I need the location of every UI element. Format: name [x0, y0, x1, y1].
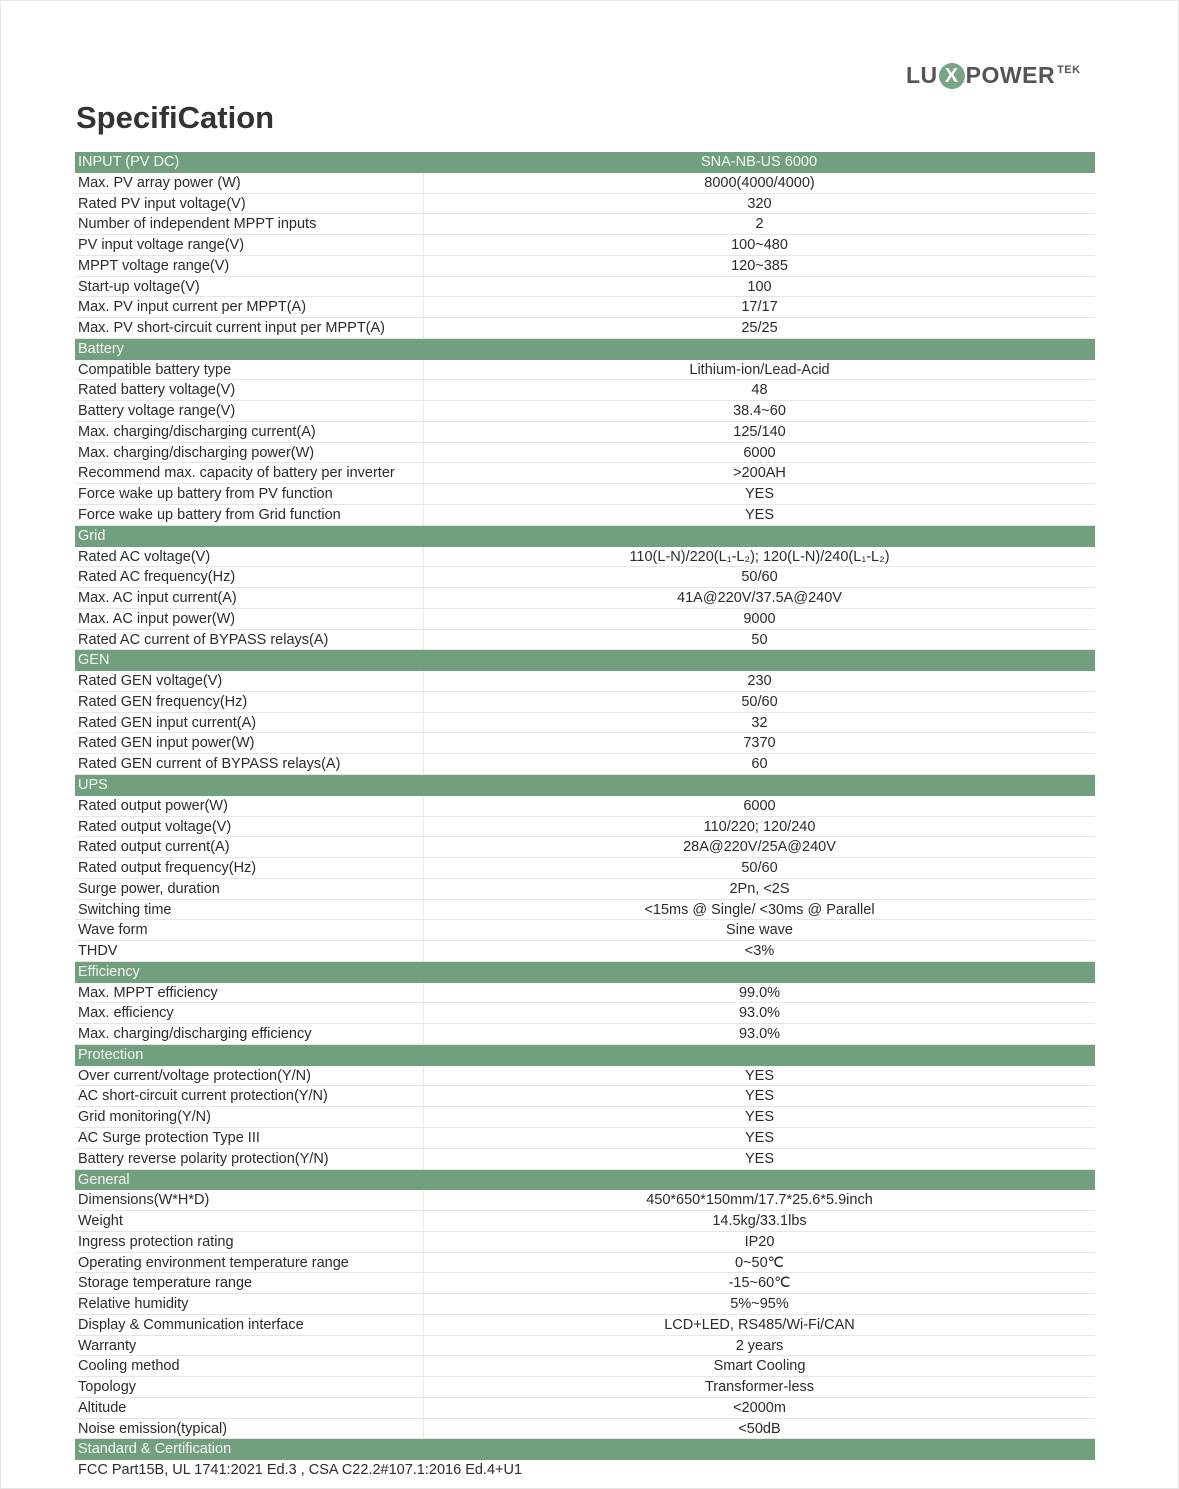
spec-label: Surge power, duration — [75, 879, 424, 899]
spec-value: Transformer-less — [704, 1379, 815, 1396]
spec-label: Rated GEN frequency(Hz) — [75, 692, 424, 712]
spec-value: YES — [744, 1067, 774, 1084]
spec-value: 2Pn, <2S — [729, 880, 790, 897]
spec-value: YES — [744, 1109, 774, 1126]
spec-value: 100~480 — [731, 237, 788, 254]
section-header-value — [423, 339, 1095, 360]
spec-label: Start-up voltage(V) — [75, 277, 424, 297]
spec-label: Over current/voltage protection(Y/N) — [75, 1066, 424, 1086]
spec-label: Wave form — [75, 920, 424, 940]
logo-x-icon: X — [939, 63, 965, 89]
spec-row — [75, 817, 1095, 838]
spec-row — [75, 1149, 1095, 1170]
spec-row — [75, 256, 1095, 277]
spec-label: Topology — [75, 1377, 424, 1397]
spec-row — [75, 1294, 1095, 1315]
spec-value: Sine wave — [726, 922, 793, 939]
spec-label: Grid monitoring(Y/N) — [75, 1107, 424, 1127]
spec-value: 28A@220V/25A@240V — [683, 839, 836, 856]
spec-label: THDV — [75, 941, 424, 961]
spec-value: <3% — [744, 943, 775, 960]
spec-row — [75, 588, 1095, 609]
spec-value: 230 — [747, 673, 772, 690]
spec-row — [75, 1190, 1095, 1211]
spec-label: Rated AC frequency(Hz) — [75, 567, 424, 587]
spec-row — [75, 214, 1095, 235]
spec-row — [75, 1128, 1095, 1149]
spec-label: Ingress protection rating — [75, 1232, 424, 1252]
spec-row — [75, 733, 1095, 754]
spec-value: 60 — [751, 756, 768, 773]
spec-row — [75, 401, 1095, 422]
spec-label: Max. charging/discharging efficiency — [75, 1024, 424, 1044]
spec-label: Rated output power(W) — [75, 796, 424, 816]
section-header-value — [423, 962, 1095, 983]
spec-label: Max. efficiency — [75, 1003, 424, 1023]
section-title: General — [78, 1171, 130, 1188]
section-header — [75, 650, 1095, 671]
section-title: Standard & Certification — [78, 1441, 232, 1458]
spec-value: 48 — [751, 382, 768, 399]
spec-label: Storage temperature range — [75, 1273, 424, 1293]
spec-row — [75, 713, 1095, 734]
spec-row — [75, 173, 1095, 194]
spec-value: 320 — [747, 195, 772, 212]
spec-value: 2 years — [735, 1337, 784, 1354]
spec-row — [75, 858, 1095, 879]
spec-value: <50dB — [738, 1420, 781, 1437]
spec-row — [75, 1003, 1095, 1024]
spec-value: 110(L-N)/220(L₁-L₂); 120(L-N)/240(L₁-L₂) — [629, 548, 890, 565]
spec-label: Dimensions(W*H*D) — [75, 1190, 424, 1210]
spec-value: 14.5kg/33.1lbs — [712, 1213, 807, 1230]
spec-label: Rated AC current of BYPASS relays(A) — [75, 630, 424, 650]
spec-row — [75, 318, 1095, 339]
spec-row — [75, 297, 1095, 318]
spec-label: AC short-circuit current protection(Y/N) — [75, 1086, 424, 1106]
spec-label: AC Surge protection Type III — [75, 1128, 424, 1148]
certification-text: FCC Part15B, UL 1741:2021 Ed.3 , CSA C22.2#107.1:2016 Ed.4+U1 — [78, 1462, 523, 1479]
section-header — [75, 962, 1095, 983]
spec-row — [75, 1356, 1095, 1377]
spec-row — [75, 1232, 1095, 1253]
spec-value: >200AH — [733, 465, 786, 482]
spec-row — [75, 1336, 1095, 1357]
spec-row — [75, 1024, 1095, 1045]
spec-value: 17/17 — [741, 299, 778, 316]
spec-value: 38.4~60 — [733, 403, 786, 420]
spec-label: PV input voltage range(V) — [75, 235, 424, 255]
spec-value: 50/60 — [741, 569, 778, 586]
spec-value: 0~50℃ — [735, 1254, 784, 1271]
spec-label: Rated AC voltage(V) — [75, 547, 424, 567]
spec-label: Display & Communication interface — [75, 1315, 424, 1335]
spec-value: 50/60 — [741, 693, 778, 710]
spec-value: 50 — [751, 631, 768, 648]
spec-label: Max. charging/discharging power(W) — [75, 443, 424, 463]
spec-value: 5%~95% — [730, 1296, 789, 1313]
spec-value: 50/60 — [741, 860, 778, 877]
spec-label: Rated GEN input power(W) — [75, 733, 424, 753]
spec-row — [75, 1253, 1095, 1274]
spec-table — [75, 152, 1095, 1481]
spec-row — [75, 900, 1095, 921]
spec-value: YES — [744, 486, 774, 503]
spec-value: 100 — [747, 278, 772, 295]
spec-label: Force wake up battery from Grid function — [75, 505, 424, 525]
spec-row — [75, 754, 1095, 775]
logo-text-left: LU — [906, 62, 938, 88]
spec-value: -15~60℃ — [728, 1275, 791, 1292]
section-header-value — [423, 526, 1095, 547]
spec-value: 6000 — [743, 444, 776, 461]
spec-label: Max. charging/discharging current(A) — [75, 422, 424, 442]
spec-label: Rated output frequency(Hz) — [75, 858, 424, 878]
spec-label: Switching time — [75, 900, 424, 920]
spec-row — [75, 484, 1095, 505]
spec-label: Max. MPPT efficiency — [75, 983, 424, 1003]
spec-label: Rated battery voltage(V) — [75, 380, 424, 400]
spec-row — [75, 1377, 1095, 1398]
spec-label: Rated GEN voltage(V) — [75, 671, 424, 691]
spec-value: 125/140 — [733, 423, 786, 440]
spec-value: Smart Cooling — [713, 1358, 806, 1375]
spec-value: YES — [744, 1129, 774, 1146]
section-header — [75, 775, 1095, 796]
spec-label: MPPT voltage range(V) — [75, 256, 424, 276]
spec-row — [75, 1273, 1095, 1294]
section-header — [75, 339, 1095, 360]
spec-row — [75, 1398, 1095, 1419]
spec-row — [75, 360, 1095, 381]
luxpower-logo — [906, 62, 1081, 89]
section-title: Efficiency — [78, 963, 140, 980]
spec-value: 450*650*150mm/17.7*25.6*5.9inch — [646, 1192, 873, 1209]
spec-label: Rated GEN input current(A) — [75, 713, 424, 733]
spec-value: Lithium-ion/Lead-Acid — [689, 361, 830, 378]
spec-row — [75, 1419, 1095, 1440]
spec-label: Weight — [75, 1211, 424, 1231]
spec-label: Max. AC input power(W) — [75, 609, 424, 629]
spec-value: IP20 — [744, 1233, 775, 1250]
spec-row — [75, 380, 1095, 401]
section-header-value: SNA-NB-US 6000 — [700, 154, 818, 170]
spec-row — [75, 422, 1095, 443]
section-header-certification — [75, 1439, 1095, 1460]
section-header-value — [423, 775, 1095, 796]
spec-row — [75, 463, 1095, 484]
spec-row — [75, 983, 1095, 1004]
spec-row — [75, 505, 1095, 526]
spec-row — [75, 1086, 1095, 1107]
section-header — [75, 526, 1095, 547]
spec-label: Force wake up battery from PV function — [75, 484, 424, 504]
section-header-value — [423, 1045, 1095, 1066]
spec-row — [75, 1211, 1095, 1232]
spec-row — [75, 1107, 1095, 1128]
spec-value: 6000 — [743, 797, 776, 814]
spec-value: 9000 — [743, 610, 776, 627]
section-header-value — [423, 1170, 1095, 1191]
spec-value: YES — [744, 1150, 774, 1167]
spec-label: Rated PV input voltage(V) — [75, 194, 424, 214]
spec-value: 110/220; 120/240 — [703, 818, 816, 835]
spec-label: Compatible battery type — [75, 360, 424, 380]
spec-label: Battery reverse polarity protection(Y/N) — [75, 1149, 424, 1169]
spec-row — [75, 630, 1095, 651]
spec-value: 25/25 — [741, 320, 778, 337]
logo-superscript: TEK — [1057, 63, 1081, 76]
spec-value: 93.0% — [738, 1005, 781, 1022]
spec-row — [75, 609, 1095, 630]
spec-value: 41A@220V/37.5A@240V — [677, 590, 842, 607]
spec-row — [75, 567, 1095, 588]
spec-label: Battery voltage range(V) — [75, 401, 424, 421]
section-title: Battery — [78, 340, 124, 357]
spec-value: 2 — [755, 216, 764, 233]
spec-row — [75, 1315, 1095, 1336]
section-title: INPUT (PV DC) — [78, 154, 180, 170]
spec-label: Rated output voltage(V) — [75, 817, 424, 837]
spec-value: <2000m — [733, 1399, 786, 1416]
spec-row — [75, 671, 1095, 692]
spec-value: 32 — [751, 714, 768, 731]
spec-label: Operating environment temperature range — [75, 1253, 424, 1273]
spec-row — [75, 920, 1095, 941]
spec-label: Number of independent MPPT inputs — [75, 214, 424, 234]
spec-row — [75, 941, 1095, 962]
section-title: Protection — [78, 1046, 144, 1063]
spec-row — [75, 277, 1095, 298]
spec-row — [75, 443, 1095, 464]
spec-value: 99.0% — [738, 984, 781, 1001]
spec-row — [75, 692, 1095, 713]
spec-label: Max. PV input current per MPPT(A) — [75, 297, 424, 317]
spec-value: YES — [744, 507, 774, 524]
spec-label: Noise emission(typical) — [75, 1419, 424, 1439]
spec-value: YES — [744, 1088, 774, 1105]
spec-label: Max. AC input current(A) — [75, 588, 424, 608]
spec-label: Rated GEN current of BYPASS relays(A) — [75, 754, 424, 774]
section-header — [75, 1045, 1095, 1066]
spec-row — [75, 879, 1095, 900]
section-title: UPS — [78, 776, 108, 793]
spec-value: 120~385 — [731, 257, 788, 274]
spec-row — [75, 194, 1095, 215]
spec-label: Max. PV short-circuit current input per MPPT(A) — [75, 318, 424, 338]
spec-label: Recommend max. capacity of battery per inverter — [75, 463, 424, 483]
section-header — [75, 152, 1095, 173]
section-title: Grid — [78, 527, 106, 544]
spec-value: 93.0% — [738, 1026, 781, 1043]
spec-row — [75, 235, 1095, 256]
spec-value: 7370 — [743, 735, 776, 752]
spec-value: 8000(4000/4000) — [704, 174, 815, 191]
spec-value: LCD+LED, RS485/Wi-Fi/CAN — [664, 1316, 855, 1333]
logo-text-right: POWER — [965, 62, 1056, 88]
spec-row — [75, 837, 1095, 858]
page-title: SpecifiCation — [76, 100, 275, 135]
section-header-value — [423, 650, 1095, 671]
spec-label: Altitude — [75, 1398, 424, 1418]
spec-row — [75, 796, 1095, 817]
certification-row — [75, 1460, 1095, 1481]
spec-label: Warranty — [75, 1336, 424, 1356]
spec-label: Max. PV array power (W) — [75, 173, 424, 193]
section-title: GEN — [78, 652, 110, 669]
spec-value: <15ms @ Single/ <30ms @ Parallel — [644, 901, 875, 918]
spec-label: Relative humidity — [75, 1294, 424, 1314]
spec-row — [75, 547, 1095, 568]
spec-label: Cooling method — [75, 1356, 424, 1376]
spec-label: Rated output current(A) — [75, 837, 424, 857]
spec-row — [75, 1066, 1095, 1087]
section-header — [75, 1170, 1095, 1191]
